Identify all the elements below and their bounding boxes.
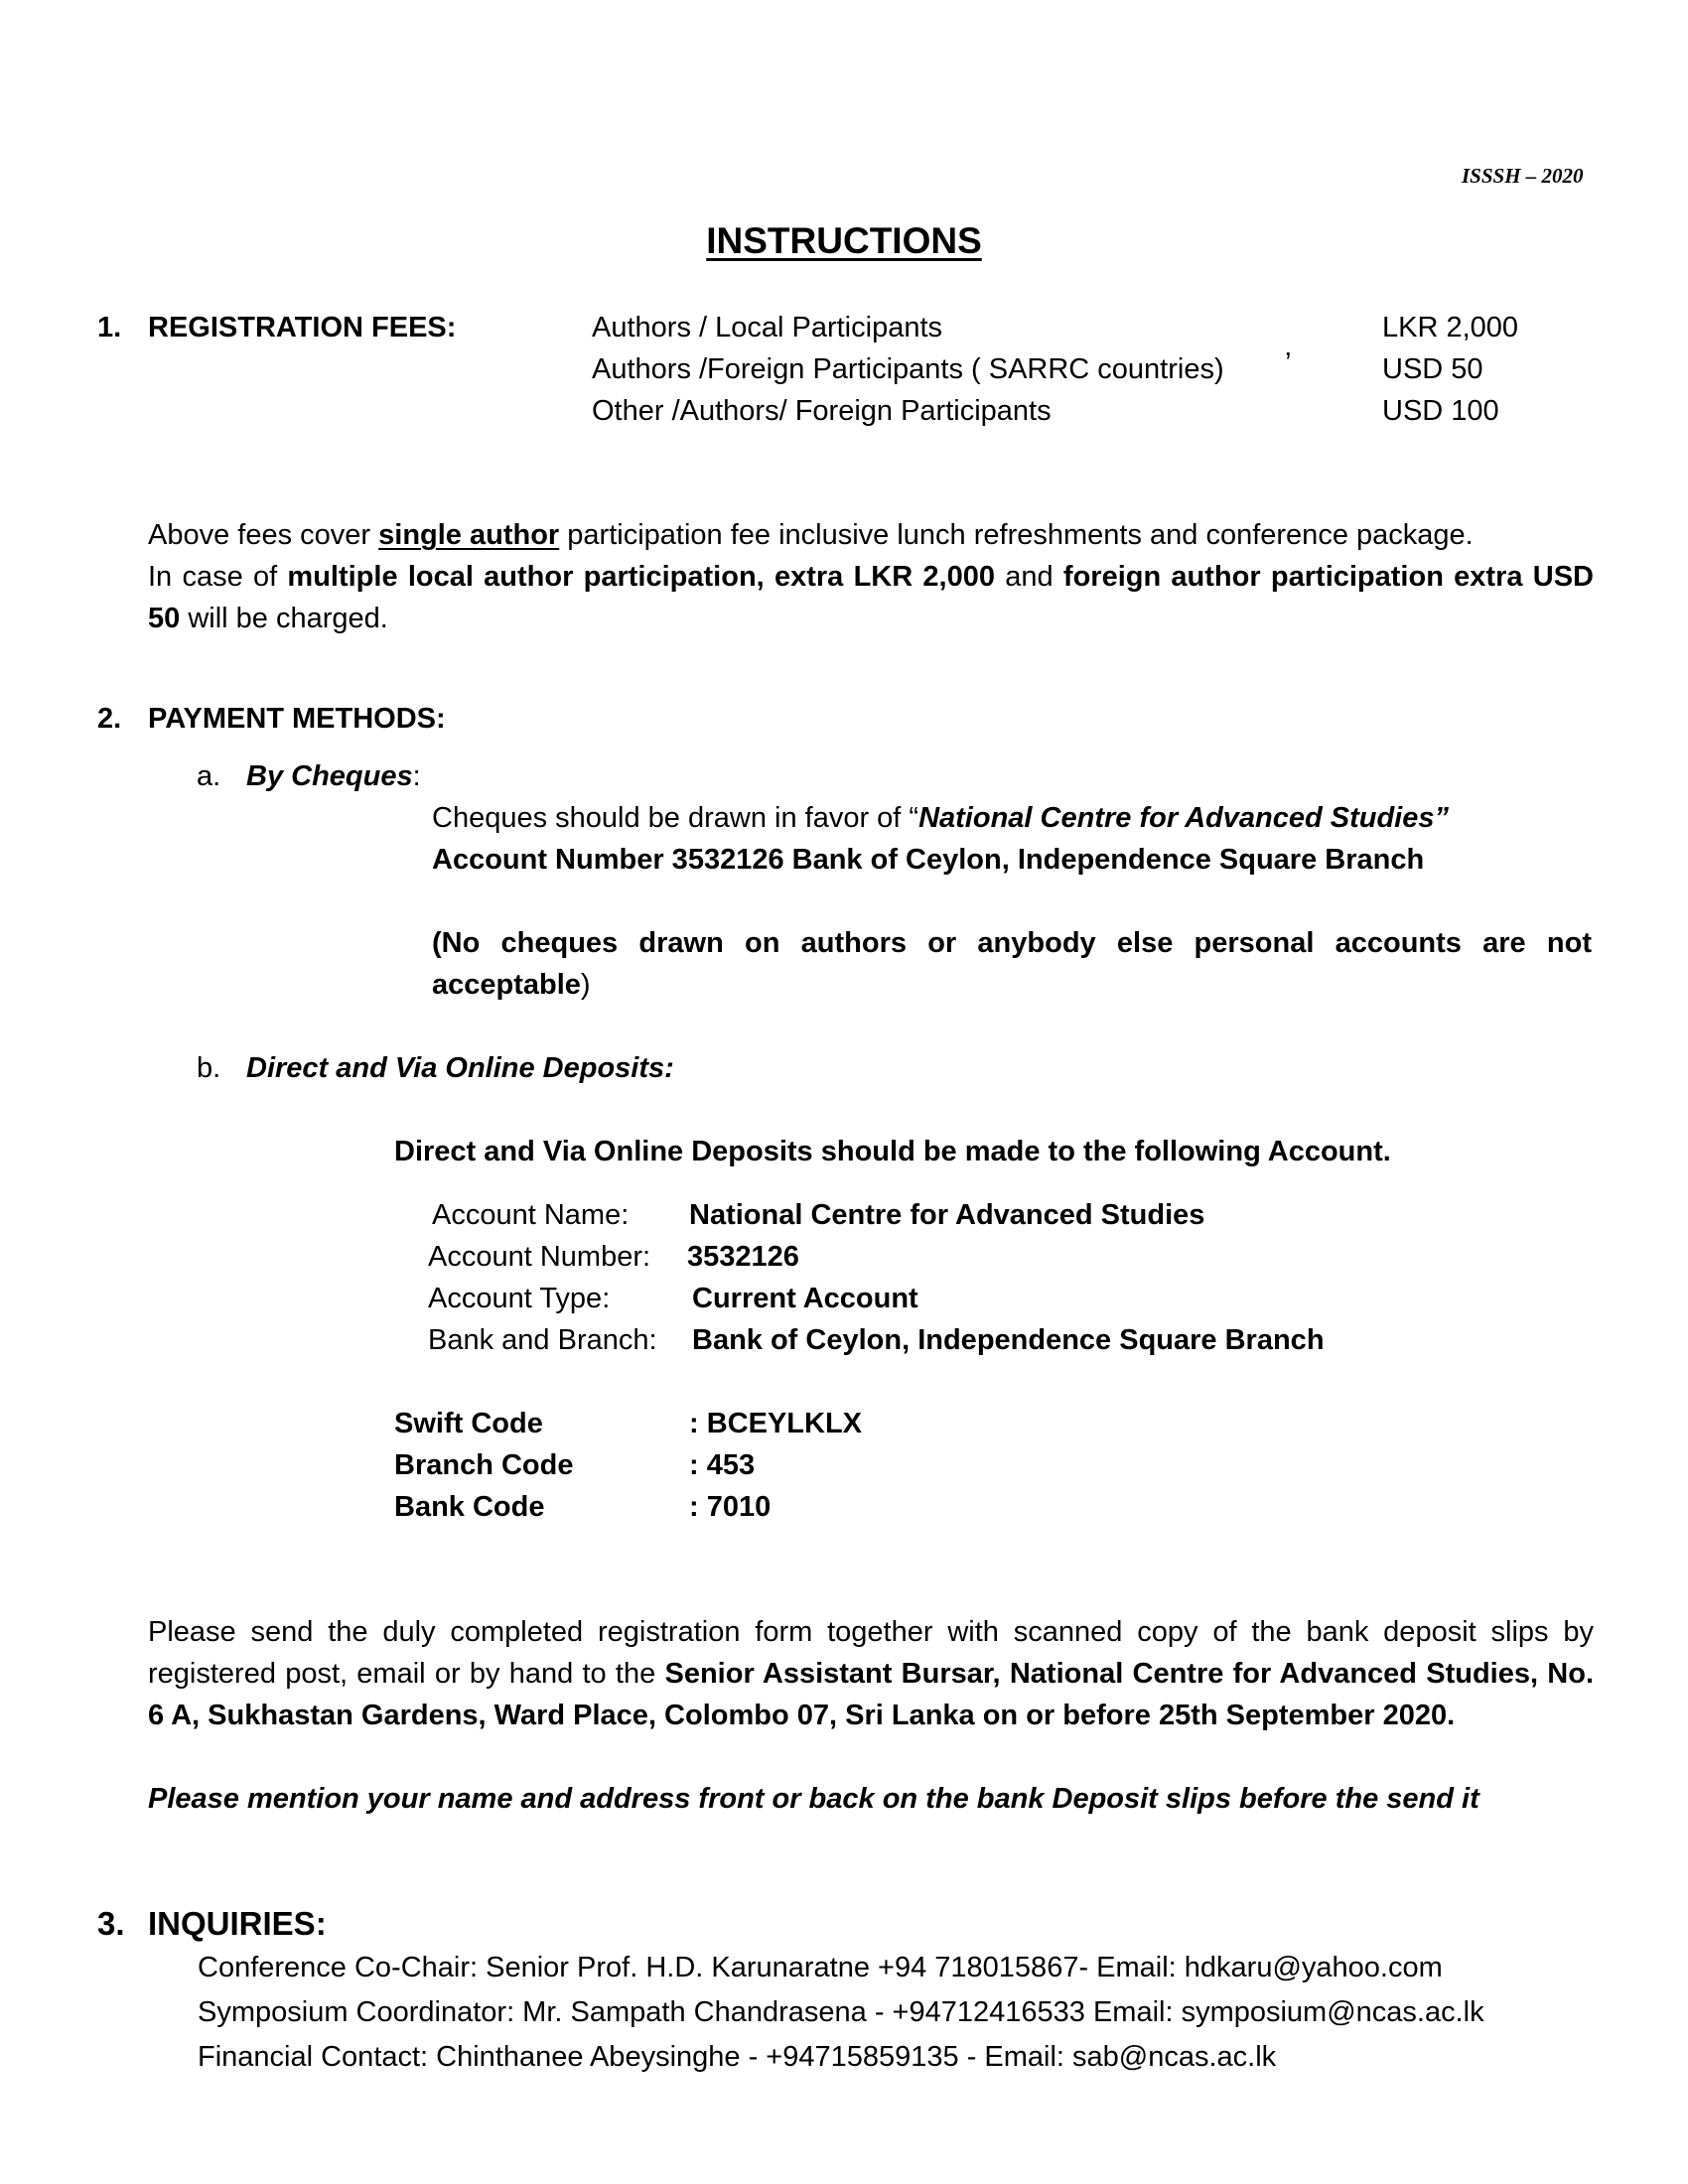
account-number-label: Account Number: xyxy=(428,1241,651,1273)
account-number-value: 3532126 xyxy=(687,1241,799,1273)
cheque-account: Account Number 3532126 Bank of Ceylon, Independence Square Branch xyxy=(432,844,1425,876)
fees-note-text: will be charged. xyxy=(180,603,388,634)
code-value: : 7010 xyxy=(689,1491,772,1523)
fees-note-emphasis: single author xyxy=(378,519,560,551)
fees-note-text: In case of xyxy=(148,561,288,593)
contact-line: Conference Co-Chair: Senior Prof. H.D. Karunaratne +94 718015867- Email: hdkaru@yahoo.com xyxy=(198,1952,1443,1983)
cheque-warning-close: ) xyxy=(580,969,591,1001)
deposit-intro: Direct and Via Online Deposits should be made to the following Account. xyxy=(394,1136,1391,1167)
fees-note-text: and xyxy=(995,561,1063,593)
section-1-number: 1. xyxy=(97,312,122,343)
cheque-payee: National Centre for Advanced Studies” xyxy=(918,802,1449,834)
fee-amount: LKR 2,000 xyxy=(1382,312,1519,343)
fee-row xyxy=(0,390,1688,432)
fees-note-emphasis: foreign author participation extra USD 50 xyxy=(148,561,1594,634)
fee-row xyxy=(0,307,1688,348)
account-type-label: Account Type: xyxy=(428,1283,611,1314)
subsection-a-title-text: By Cheques xyxy=(246,760,413,792)
cheque-instructions xyxy=(432,797,1592,881)
contact-line: Financial Contact: Chinthanee Abeysinghe - +94715859135 - Email: sab@ncas.ac.lk xyxy=(198,2041,1277,2073)
fee-row xyxy=(0,348,1688,390)
section-3-heading: INQUIRIES: xyxy=(148,1905,327,1942)
fees-note-emphasis: multiple local author participation xyxy=(287,561,757,593)
subsection-b-letter: b. xyxy=(197,1052,221,1084)
deposit-slip-note: Please mention your name and address front or back on the bank Deposit slips before the send it xyxy=(148,1783,1479,1815)
fees-note-text: Above fees cover xyxy=(148,519,379,551)
subsection-a-colon: : xyxy=(412,760,421,792)
fees-note-text: participation fee inclusive lunch refreshments and conference package. xyxy=(559,519,1474,551)
submission-address: Senior Assistant Bursar, National Centre for Advanced Studies, No. 6 A, Sukhastan Gardens, Ward Place, Colombo 07, Sri Lanka on or before 25th September 2020. xyxy=(148,1658,1595,1731)
cheque-text: Cheques should be drawn in favor of “ xyxy=(432,802,919,834)
subsection-b-title: Direct and Via Online Deposits: xyxy=(246,1052,674,1084)
fee-category: Authors / Local Participants xyxy=(592,312,943,343)
fee-category: Other /Authors/ Foreign Participants xyxy=(592,395,1052,427)
submission-instructions xyxy=(148,1611,1594,1736)
account-name-value: National Centre for Advanced Studies xyxy=(689,1199,1205,1231)
code-label: Branch Code xyxy=(394,1449,574,1481)
fees-note-emphasis: , extra LKR 2,000 xyxy=(756,561,995,593)
code-label: Swift Code xyxy=(394,1408,543,1439)
subsection-a-title xyxy=(246,755,421,797)
section-1-heading: REGISTRATION FEES: xyxy=(148,312,457,343)
cheque-warning xyxy=(432,922,1592,1006)
subsection-a-letter: a. xyxy=(197,760,221,792)
section-3-number: 3. xyxy=(97,1905,125,1942)
fee-amount: USD 100 xyxy=(1382,395,1499,427)
account-name-label: Account Name: xyxy=(432,1199,630,1231)
page-title: INSTRUCTIONS xyxy=(706,220,982,261)
fee-category: Authors /Foreign Participants ( SARRC countries) xyxy=(592,353,1224,385)
fee-mark: ’ xyxy=(1285,347,1292,379)
account-type-value: Current Account xyxy=(692,1283,918,1314)
fee-amount: USD 50 xyxy=(1382,353,1483,385)
bank-branch-label: Bank and Branch: xyxy=(428,1324,657,1356)
code-label: Bank Code xyxy=(394,1491,545,1523)
header-tag: ISSSH – 2020 xyxy=(1462,164,1584,188)
submission-text: Please send the duly completed registration form together with scanned copy of the bank deposit slips by registered post, email or by hand to the xyxy=(148,1616,1594,1690)
code-value: : BCEYLKLX xyxy=(689,1408,862,1439)
contact-line: Symposium Coordinator: Mr. Sampath Chandrasena - +94712416533 Email: symposium@ncas.ac.lk xyxy=(198,1996,1484,2028)
code-value: : 453 xyxy=(689,1449,756,1481)
fees-note xyxy=(148,514,1594,639)
section-2-heading: PAYMENT METHODS: xyxy=(148,703,446,735)
section-2-number: 2. xyxy=(97,703,122,735)
cheque-warning-text: (No cheques drawn on authors or anybody else personal accounts are not acceptable xyxy=(432,927,1592,1001)
bank-branch-value: Bank of Ceylon, Independence Square Branch xyxy=(692,1324,1325,1356)
